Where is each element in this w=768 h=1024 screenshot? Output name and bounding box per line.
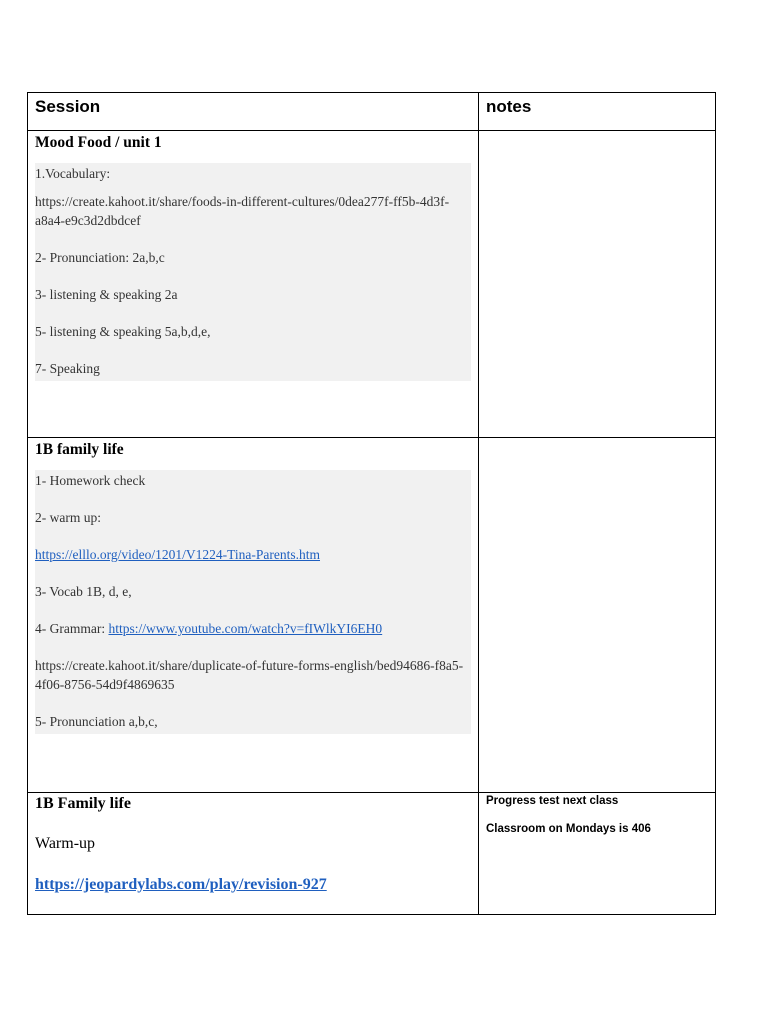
grammar-label: 4- Grammar:: [35, 621, 109, 636]
session-item: 3- Vocab 1B, d, e,: [35, 584, 132, 599]
session-cell: [28, 793, 479, 915]
session-item: 2- Pronunciation: 2a,b,c: [35, 250, 165, 265]
session-item: 1.Vocabulary:: [35, 166, 111, 181]
session-title: 1B family life: [35, 441, 124, 458]
session-cell: [28, 438, 479, 793]
session-item: 5- listening & speaking 5a,b,d,e,: [35, 324, 211, 339]
note-item: Progress test next class: [486, 795, 619, 807]
session-title: Mood Food / unit 1: [35, 134, 162, 151]
session-cell: [28, 131, 479, 438]
session-content: [35, 470, 471, 734]
session-item: 3- listening & speaking 2a: [35, 287, 178, 302]
notes-cell: [479, 131, 716, 438]
elllo-video-link[interactable]: https://elllo.org/video/1201/V1224-Tina-Parents.htm: [35, 547, 320, 562]
session-title: 1B Family life: [35, 795, 131, 812]
notes-cell: [479, 793, 716, 915]
session-item: Warm-up: [35, 835, 96, 852]
session-content: [35, 163, 471, 381]
kahoot-link-text: https://create.kahoot.it/share/foods-in-different-cultures/0dea277f-ff5b-4d3f-a8a4-e9c3d2dbdcef: [35, 194, 450, 228]
session-item: 1- Homework check: [35, 473, 146, 488]
notes-column-header: notes: [479, 93, 716, 131]
table-row: [28, 131, 716, 438]
session-item: [35, 619, 471, 638]
kahoot-link-text: https://create.kahoot.it/share/duplicate-of-future-forms-english/bed94686-f8a5-4f06-8756-54d9f4869635: [35, 658, 464, 692]
table-row: [28, 438, 716, 793]
notes-cell: [479, 438, 716, 793]
table-row: [28, 793, 716, 915]
youtube-link[interactable]: https://www.youtube.com/watch?v=fIWlkYI6EH0: [108, 621, 383, 636]
table-header-row: [28, 93, 716, 131]
session-item: 7- Speaking: [35, 361, 100, 376]
session-table: [27, 92, 716, 915]
session-item: 5- Pronunciation a,b,c,: [35, 714, 158, 729]
session-item: 2- warm up:: [35, 510, 101, 525]
jeopardy-link[interactable]: https://jeopardylabs.com/play/revision-927: [35, 876, 327, 893]
session-column-header: Session: [28, 93, 479, 131]
note-item: Classroom on Mondays is 406: [486, 823, 651, 835]
